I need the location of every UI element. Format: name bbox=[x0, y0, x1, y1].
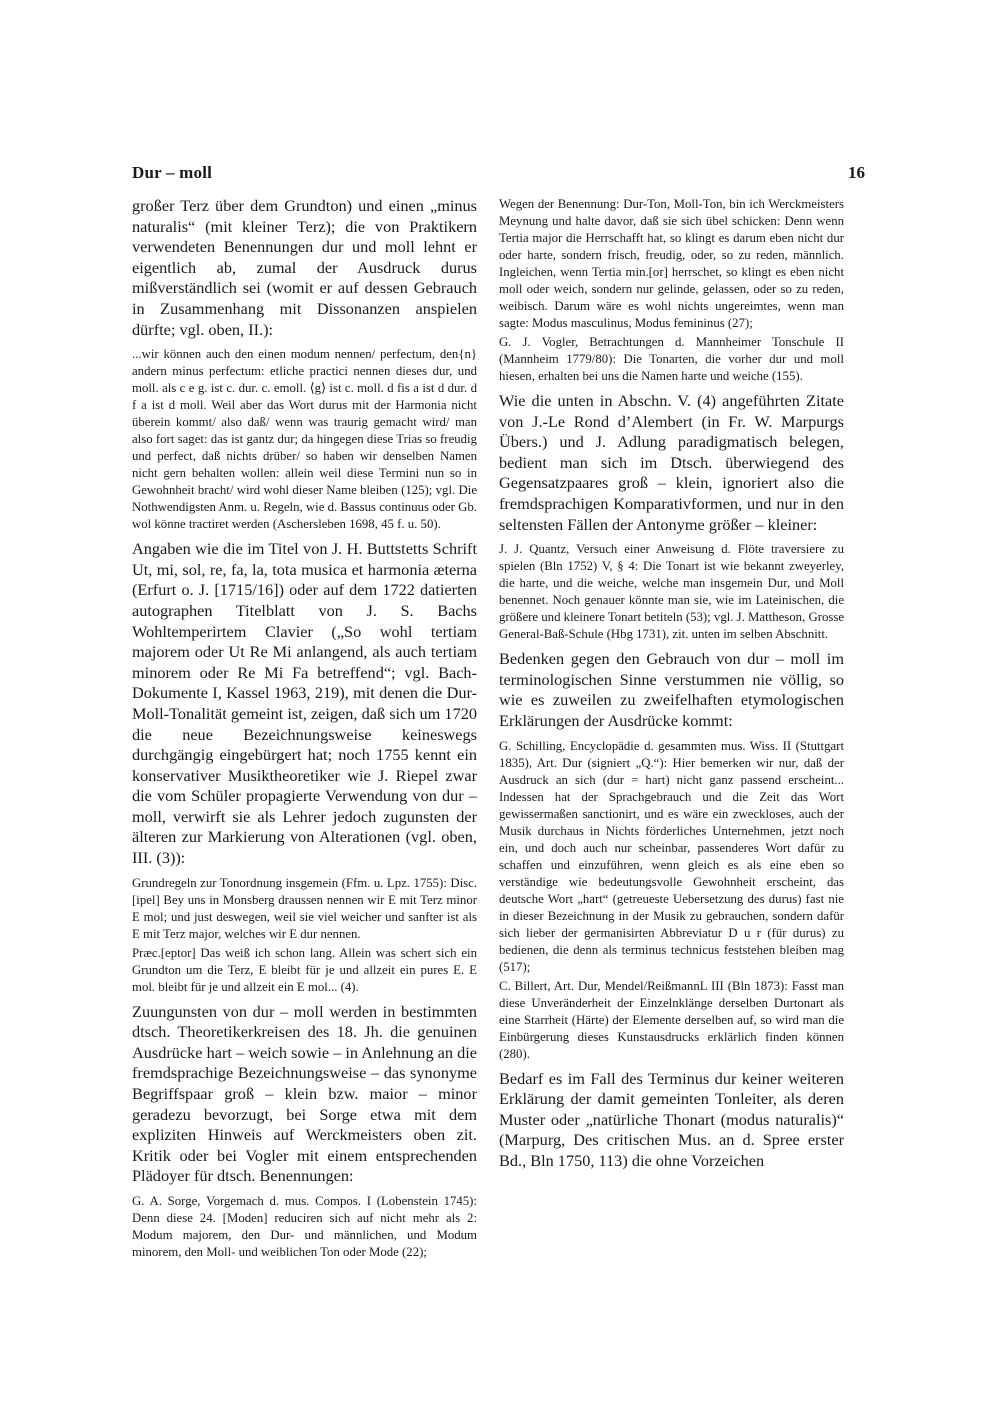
quotation: C. Billert, Art. Dur, Mendel/ReißmannL III (Bln 1873): Fasst man diese Unveränderheit der Einzelnklänge derselben Durtonart als eine Starrheit (Härte) der Elemente derselben auf, so wird man die Einbürgerung dieses Kunstausdrucks erklärlich finden können (280). bbox=[499, 978, 844, 1061]
page-number: 16 bbox=[848, 163, 865, 182]
quotation: G. J. Vogler, Betrachtungen d. Mannheimer Tonschule II (Mannheim 1779/80): Die Tonarten, die vorher dur und moll hiesen, erhalten bei uns die Namen harte und weiche (155). bbox=[499, 335, 844, 383]
quotation: J. J. Quantz, Versuch einer Anweisung d. Flöte traversiere zu spielen (Bln 1752) V, § 4: Die Tonart ist wie bekannt zweyerley, die harte, und die weiche, welche man insgemein Dur, und Moll benennet. Noch genauer könnte man sie, wie im Lateinischen, die größere und kleinere Tonart betiteln (53); vgl. J. Mattheson, Grosse General-Baß-Schule (Hbg 1731), zit. unten im selben Abschnitt. bbox=[499, 542, 845, 642]
paragraph: Angaben wie die im Titel von J. H. Buttstetts Schrift Ut, mi, sol, re, fa, la, tota musica et harmonia æterna (Erfurt o. J. [1715/16]) oder auf dem 1722 datierten autographen Titelblatt von J. S. Bachs Wohltemperirtem Clavier („So wohl tertiam majorem oder Ut Re Mi anlangend, als auch tertiam minorem oder Re Mi Fa betreffend“; vgl. Bach-Dokumente I, Kassel 1963, 219), mit denen die Dur-Moll-Tonalität gemeint ist, zeigen, daß sich um 1720 die neue Bezeichnungsweise keineswegs durchgängig eingebürgert hat; noch 1755 kennt ein konservativer Musiktheoretiker wie J. Riepel zwar die vom Schüler propagierte Verwendung von dur – moll, verwirft sie als Lehrer jedoch zugunsten der älteren zur Markierung von Alterationen (vgl. oben, III. (3)): bbox=[132, 539, 477, 868]
paragraph: Zuungunsten von dur – moll werden in bestimmten dtsch. Theoretikerkreisen des 18. Jh. die genuinen Ausdrücke hart – weich sowie – in Anlehnung an die fremdsprachige Bezeichnungsweise – das synonyme Begriffspaar groß – klein bzw. maior – minor geradezu bevorzugt, bei Sorge etwa mit dem expliziten Hinweis auf Werckmeisters oben zit. Kritik oder bei Vogler mit einem entsprechenden Plädoyer für dtsch. Benennungen: bbox=[132, 1001, 477, 1186]
paragraph: großer Terz über dem Grundton) und einen „minus naturalis“ (mit kleiner Terz); die von Praktikern verwendeten Benennungen dur und moll lehnt er eigentlich ab, zumal der Ausdruck durus mißverständlich sei (womit er auf dessen Gebrauch in Zusammenhang mit Dissonanzen anspielen dürfte; vgl. oben, II.): bbox=[132, 196, 477, 339]
quotation: G. A. Sorge, Vorgemach d. mus. Compos. I (Lobenstein 1745): Denn diese 24. [Moden] reduciren sich auf nicht mehr als 2: Modum majorem, den Dur- und männlichen, und Modum minorem, den Moll- und weiblichen Ton oder Mode (22); bbox=[132, 1194, 477, 1259]
paragraph: Bedarf es im Fall des Terminus dur keiner weiteren Erklärung der damit gemeinten Tonleiter, als deren Muster oder „natürliche Thonart (modus naturalis)“ (Marpurg, Des critischen Mus. an d. Spree erster Bd., Bln 1750, 113) die ohne Vorzeichen bbox=[499, 1068, 844, 1170]
quotation: Præc.[eptor] Das weiß ich schon lang. Allein was schert sich ein Grundton um die Terz, E bleibt für je und allzeit ein pures E. E mol. bleibt für je und allzeit ein E mol... (4). bbox=[132, 945, 477, 994]
running-head bbox=[132, 163, 865, 185]
right-column bbox=[499, 196, 844, 1178]
entry-title: Dur – moll bbox=[132, 163, 213, 182]
quotation: G. Schilling, Encyclopädie d. gesammten mus. Wiss. II (Stuttgart 1835), Art. Dur (signiert „Q.“): Hier bemerken wir nur, daß der Ausdruck an sich (dur = hart) nicht ganz passend erscheint... Indessen hat der Sprachgebrauch und die Zeit das Wort gewissermaßen sanctionirt, und es wäre ein zweckloses, auch der Musik durchaus in Nichts förderliches Unternehmen, jetzt noch ein, und doch auch nur scheinbar, passenderes Wort dafür zu schaffen und einzuführen, wenn gleich es als eine eben so verständige wie bedeutungsvolle Gewohnheit erscheint, das deutsche Wort „hart“ (getreueste Uebersetzung des durus) fast nie in dieser Bezeichnung in der Musik zu gebrauchen, sondern dafür sich lieber der germanisirten Abbreviatur D u r (für durus) zu bedienen, die denn als terminus technicus feststehen bleiben mag (517); bbox=[499, 738, 844, 974]
left-column bbox=[132, 196, 477, 1267]
paragraph: Wie die unten in Abschn. V. (4) angeführten Zitate von J.-Le Rond d’Alembert (in Fr. W. Marpurgs Übers.) und J. Adlung paradigmatisch belegen, bedient man sich im Dtsch. überwiegend des Gegensatzpaares groß – klein, ignoriert also die fremdsprachigen Komparativformen, und nur in den seltensten Fällen der Antonyme größer – kleiner: bbox=[499, 391, 844, 534]
quotation: Grundregeln zur Tonordnung insgemein (Ffm. u. Lpz. 1755): Disc.[ipel] Bey uns in Monsberg draussen nennen wir E mit Terz minor E mol; und just deswegen, weil sie viel weicher und sanfter ist als E mit Terz major, welches wir E dur nennen. bbox=[132, 875, 477, 941]
quotation: Wegen der Benennung: Dur-Ton, Moll-Ton, bin ich Werckmeisters Meynung und halte davor, daß sie sich übel schicken: Denn wenn Tertia major die Herrschafft hat, so klingt es darum eben nicht dur oder harte, sondern frisch, freudig, oder, so zu reden, männlich. Ingleichen, wenn Tertia min.[or] herrschet, so klingt es eben nicht moll oder weich, sondern nur gelinde, gelassen, oder so zu reden, weibisch. Darum wäre es wohl nichts ungereimtes, wenn man sagte: Modus masculinus, Modus femininus (27); bbox=[499, 197, 844, 330]
paragraph: Bedenken gegen den Gebrauch von dur – moll im terminologischen Sinne verstummen nie völlig, so wie es zuweilen zu zweifelhaften etymologischen Erklärungen der Ausdrücke kommt: bbox=[499, 649, 844, 730]
quotation: ...wir können auch den einen modum nennen/ perfectum, den{n} andern minus perfectum: etliche practici nennen dieses dur, und moll. als c e g. ist c. dur. c. emoll. ⟨g⟩ ist c. moll. d fis a ist d dur. d f a ist d moll. Weil aber das Wort durus mit der Harmonia nicht überein kommt/ also daß/ wenn was traurig gemacht wird/ man also fort saget: das ist gantz dur; da hingegen diese Trias so freudig und perfect, daß nichts drüber/ so haben wir denselben Namen nicht gern behalten wollen: allein weil diese Termini nun so in Gewohnheit bracht/ wird wohl dieser Name bleiben (125); vgl. Die Nothwendigsten Anm. u. Regeln, wie d. Bassus continuus oder Gb. wol könne tractiret werden (Aschersleben 1698, 45 f. u. 50). bbox=[132, 347, 477, 532]
